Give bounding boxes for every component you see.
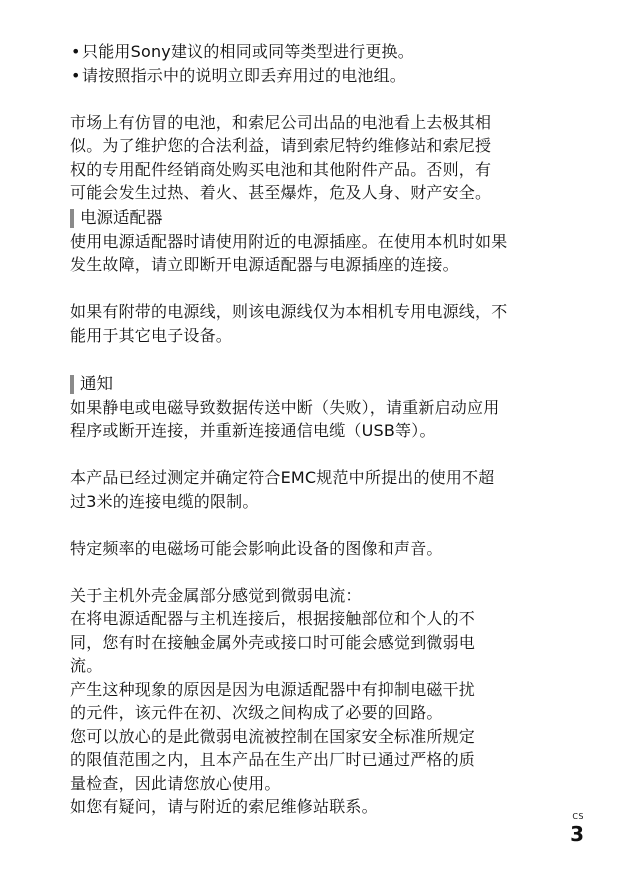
page-language-code: CS (572, 812, 584, 821)
page-marker (570, 812, 584, 846)
notice-para4-line: 产生这种现象的原因是因为电源适配器中有抑制电磁干扰 (70, 679, 476, 699)
document-page (70, 40, 580, 819)
section-heading-notice (70, 371, 580, 396)
notice-para4-line: 在将电源适配器与主机连接后，根据接触部位和个人的不 (70, 609, 476, 628)
notice-para4-line: 流。 (70, 656, 103, 675)
adapter-para1-line: 使用电源适配器时请使用附近的电源插座。在使用本机时如果 (70, 231, 508, 251)
paragraph-gap (70, 560, 580, 584)
notice-para1-line: 程序或断开连接，并重新连接通信电缆（USB等）。 (70, 421, 436, 440)
bullet-text: 只能用Sony建议的相同或同等类型进行更换。 (82, 42, 414, 61)
notice-para4-line: 同，您有时在接触金属外壳或接口时可能会感觉到微弱电 (70, 632, 476, 652)
paragraph-gap (70, 87, 580, 111)
heading-bar-icon (70, 375, 74, 394)
bullet-icon: • (71, 42, 81, 61)
section-heading-adapter (70, 205, 580, 230)
bullet-icon: • (71, 65, 81, 85)
paragraph-gap (70, 277, 580, 301)
notice-para4-line: 的限值范围之内，且本产品在生产出厂时已通过严格的质 (70, 750, 476, 769)
bullet-text: 请按照指示中的说明立即丢弃用过的电池组。 (82, 65, 407, 85)
battery-notice-line: 似。为了维护您的合法利益，请到索尼特约维修站和索尼授 (70, 136, 492, 155)
notice-para4-line: 量检查，因此请您放心使用。 (70, 773, 281, 793)
notice-para2-line: 过3米的连接电缆的限制。 (70, 491, 259, 511)
notice-para4-line: 的元件，该元件在初、次级之间构成了必要的回路。 (70, 703, 443, 722)
notice-para3-line: 特定频率的电磁场可能会影响此设备的图像和声音。 (70, 538, 443, 558)
paragraph-gap (70, 443, 580, 467)
bullet-item (70, 40, 580, 64)
heading-bar-icon (70, 209, 74, 228)
bullet-item (70, 64, 580, 88)
section-heading-text: 电源适配器 (80, 207, 163, 227)
section-heading-text: 通知 (80, 373, 113, 393)
paragraph-gap (70, 347, 580, 371)
adapter-para2-line: 能用于其它电子设备。 (70, 325, 233, 345)
battery-notice-line: 市场上有仿冒的电池，和索尼公司出品的电池看上去极其相 (70, 112, 492, 132)
notice-para1-line: 如果静电或电磁导致数据传送中断（失败），请重新启动应用 (70, 397, 500, 417)
notice-para4-line: 如您有疑问，请与附近的索尼维修站联系。 (70, 797, 378, 816)
notice-para4-line: 您可以放心的是此微弱电流被控制在国家安全标准所规定 (70, 726, 476, 746)
battery-notice-line: 权的专用配件经销商处购买电池和其他附件产品。否则，有 (70, 159, 492, 179)
notice-para4-line: 关于主机外壳金属部分感觉到微弱电流： (70, 585, 362, 605)
paragraph-gap (70, 513, 580, 537)
adapter-para2-line: 如果有附带的电源线，则该电源线仅为本相机专用电源线，不 (70, 302, 508, 321)
notice-para2-line: 本产品已经过测定并确定符合EMC规范中所提出的使用不超 (70, 468, 495, 487)
adapter-para1-line: 发生故障，请立即断开电源适配器与电源插座的连接。 (70, 255, 459, 274)
battery-notice-line: 可能会发生过热、着火、甚至爆炸，危及人身、财产安全。 (70, 183, 492, 202)
page-number: 3 (570, 822, 584, 846)
